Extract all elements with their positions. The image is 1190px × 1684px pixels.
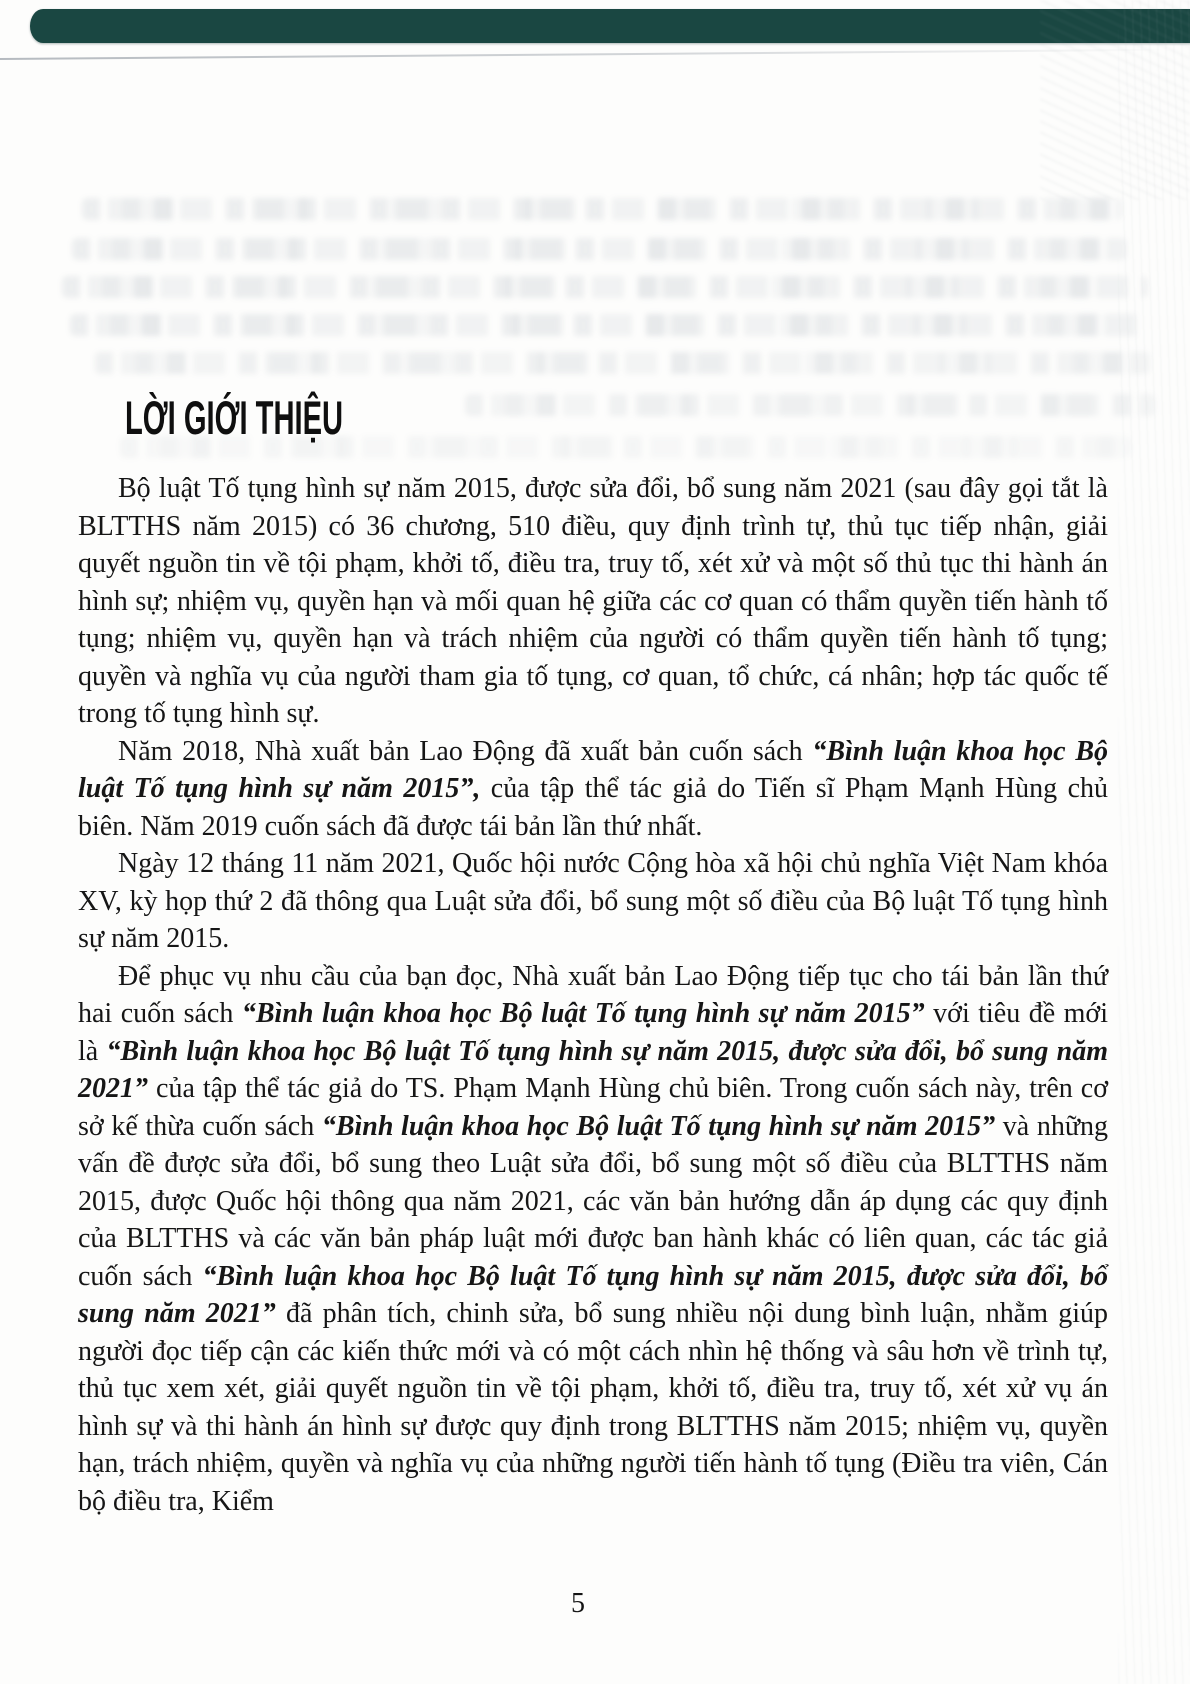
page-title: LỜI GIỚI THIỆU xyxy=(125,391,344,445)
page-footer xyxy=(0,1588,1156,1620)
paragraph xyxy=(78,845,1108,958)
bleed-through-text-row xyxy=(70,314,1150,336)
book-title-reference: 2015” xyxy=(846,998,925,1029)
scan-noise-right-edge xyxy=(1118,0,1190,1684)
text-run: Ngày 12 tháng 11 năm 2021, Quốc hội nước Cộng hòa xã hội chủ nghĩa Việt Nam khóa XV, kỳ họp thứ 2 đã thông qua Luật sửa đổi, bổ sung một số điều của Bộ luật Tố tụng hình sự năm 2015. xyxy=(78,848,1108,954)
paragraph xyxy=(78,733,1108,846)
page-number: 5 xyxy=(571,1588,585,1619)
text-run: Bộ luật Tố tụng hình sự năm 2015, được sửa đổi, bổ sung năm 2021 (sau đây gọi tắt là BLTTHS năm 2015) có 36 chương, 510 điều, quy định trình tự, thủ tục tiếp nhận, giải quyết nguồn tin về tội phạm, khởi tố, điều tra, truy tố, xét xử và một số thủ tục thi hành án hình sự; nhiệm vụ, quyền hạn và mối quan hệ giữa các cơ quan có thẩm quyền tiến hành tố tụng; nhiệm vụ, quyền hạn và trách nhiệm của người có thẩm quyền tiến hành tố tụng; quyền và nghĩa vụ của người tham gia tố tụng, cơ quan, tổ chức, cá nhân; hợp tác quốc tế trong tố tụng hình sự. xyxy=(78,473,1108,729)
text-run: với tiêu đề mới là xyxy=(78,998,1109,1067)
book-title-reference: “Bình luận khoa học Bộ luật Tố tụng hình sự năm xyxy=(241,998,847,1029)
text-run: Năm 2018, Nhà xuất bản Lao Động đã xuất bản cuốn sách xyxy=(118,735,813,767)
book-title-reference: “Bình luận khoa học Bộ luật Tố tụng hình sự năm 2015” xyxy=(321,1110,996,1142)
book-title-reference: “Bình luận khoa học Bộ luật Tố tụng hình sự năm 2015, được sửa đổi, bổ sung năm 2021” xyxy=(78,1260,1108,1329)
text-run: đã phân tích, chinh sửa, bổ sung nhiều nội dung bình luận, nhằm giúp người đọc tiếp cận các kiến thức mới và có một cách nhìn hệ thống và sâu hơn về trình tự, thủ tục xem xét, giải quyết nguồn tin về tội phạm, khởi tố, điều tra, truy tố, xét xử vụ án hình sự và thi hành án hình sự được quy định trong BLTTHS năm 2015; nhiệm vụ, quyền hạn, trách nhiệm, quyền và nghĩa vụ của những người tiến hành tố tụng (Điều tra viên, Cán bộ điều tra, Kiểm xyxy=(78,1298,1108,1517)
bleed-through-text-row xyxy=(72,238,1127,260)
text-run: và những vấn đề được sửa đổi, bổ sung theo Luật sửa đổi, bổ sung một số điều của BLTTHS năm 2015, được Quốc hội thông qua năm 2021, các văn bản hướng dẫn áp dụng các quy định của BLTTHS và các văn bản pháp luật mới được ban hành khác có liên quan, các tác giả cuốn sách xyxy=(78,1110,1109,1292)
scan-artifact-top-bar xyxy=(30,9,1190,43)
bleed-through-text-row xyxy=(62,276,1147,298)
body-text xyxy=(78,470,1108,1520)
scan-artifact-edge-line xyxy=(0,49,1165,60)
text-run: Để phục vụ nhu cầu của bạn đọc, Nhà xuất bản Lao Động tiếp tục cho tái bản lần thứ hai cuốn sách xyxy=(78,960,1108,1029)
text-run: của tập thể tác giả do TS. Phạm Mạnh Hùng chủ biên. Trong cuốn sách này, trên cơ sở kế thừa cuốn sách xyxy=(78,1073,1108,1142)
bleed-through-text-row xyxy=(95,352,1150,374)
bleed-through-text-row xyxy=(82,198,1122,220)
bleed-through-text-row xyxy=(465,394,1155,416)
book-title-reference: “Bình luận khoa học Bộ luật Tố tụng hình sự năm 2015, được sửa đổi, bổ sung năm 2021” xyxy=(78,1035,1108,1104)
paragraph xyxy=(78,470,1108,733)
paragraph xyxy=(78,958,1108,1521)
text-run: của tập thể tác giả do Tiến sĩ Phạm Mạnh Hùng chủ biên. Năm 2019 cuốn sách đã được tái bản lần thứ nhất. xyxy=(78,773,1109,842)
book-title-reference: “Bình luận khoa học Bộ luật Tố tụng hình sự năm 2015”, xyxy=(78,735,1108,804)
